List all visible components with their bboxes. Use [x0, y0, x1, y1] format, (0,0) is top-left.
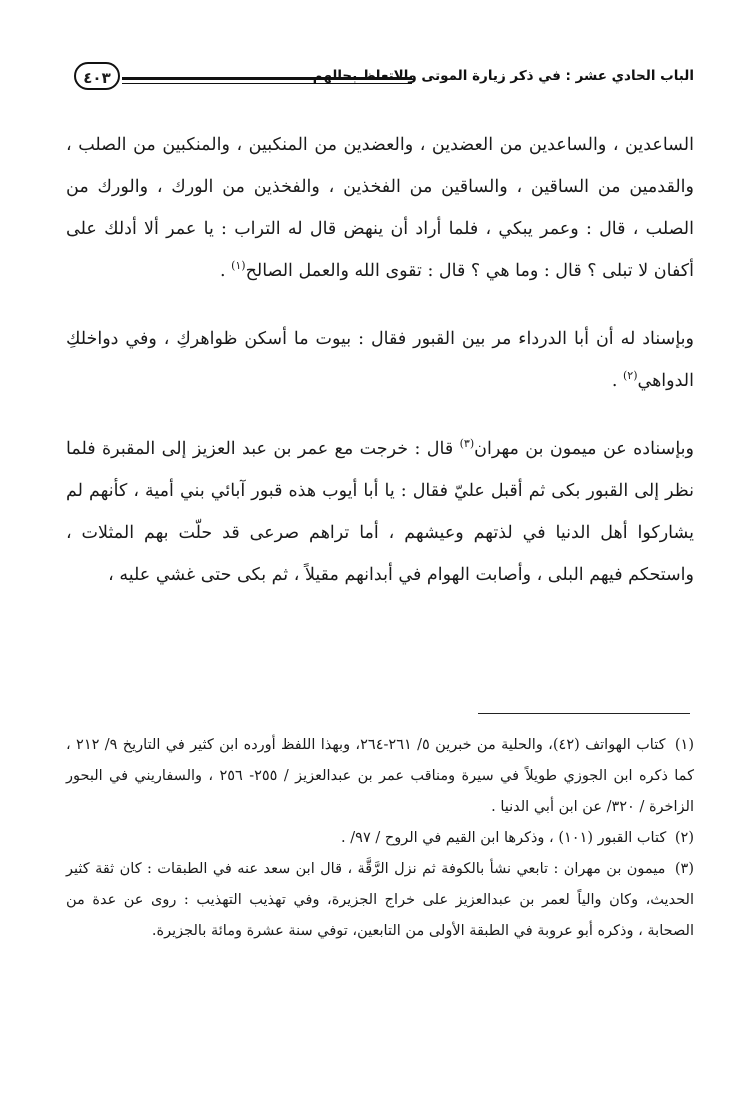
paragraph-3-after: قال : خرجت مع عمر بن عبد العزيز إلى المقبرة فلما نظر إلى القبور بكى ثم أقبل عليّ فقال : يا أبا أيوب هذه قبور آبائي بني أمية ، كأنهم لم يشاركوا أهل الدنيا في لذتهم وعيشهم ، أما تراهم صرعى قد حلّت بهم المثلات ، واستحكم فيهم البلى ، وأصابت الهوام في أبدانهم مقيلاً ، ثم بكى حتى غشي عليه ،: [66, 439, 694, 585]
paragraph-3: [66, 428, 694, 596]
footnote-3-text: ميمون بن مهران : تابعي نشأ بالكوفة ثم نزل الرَّقَّة ، قال ابن سعد عنه في الطبقات : كان ثقة كثير الحديث، وكان والياً لعمر بن عبدالعزيز على خراج الجزيرة، وفي تهذيب التهذيب : روى عن عدة من الصحابة ، وذكره أبو عروبة في الطبقة الأولى من التابعين، توفي سنة عشرة ومائة بالجزيرة.: [66, 861, 694, 939]
paragraph-2: [66, 318, 694, 402]
footnote-ref-2[interactable]: (٢): [622, 369, 638, 383]
page-number: ٤٠٣: [74, 62, 120, 90]
footnote-2: [66, 823, 694, 854]
footnote-1: [66, 730, 694, 823]
chapter-title: الباب الحادي عشر : في ذكر زيارة الموتى والاتعاظ بحالهم: [312, 68, 694, 84]
header-rule: [122, 77, 412, 80]
footnote-1-text: كتاب الهواتف (٤٢)، والحلية من خبرين ٥/ ٢٦١-٢٦٤، وبهذا اللفظ أورده ابن كثير في التاريخ ٩/ ٢١٢ ، كما ذكره ابن الجوزي طويلاً في سيرة ومناقب عمر بن عبدالعزيز / ٢٥٥- ٢٥٦ ، والسفاريني في البحور الزاخرة / ٣٢٠/ عن ابن أبي الدنيا .: [66, 737, 694, 815]
paragraph-3-before: وبإسناده عن ميمون بن مهران: [474, 439, 695, 459]
footnote-2-number: (٢): [674, 830, 694, 846]
paragraph-2-text: وبإسناد له أن أبا الدرداء مر بين القبور فقال : بيوت ما أسكن ظواهركِ ، وفي دواخلكِ الدواهي: [66, 329, 694, 391]
main-text: [66, 124, 694, 622]
footnote-1-number: (١): [674, 737, 695, 753]
footnote-3-number: (٣): [674, 861, 694, 877]
paragraph-1-tail: .: [219, 261, 232, 281]
footnote-separator: [478, 713, 690, 714]
running-header: [74, 60, 694, 100]
footnote-ref-3[interactable]: (٣): [459, 437, 475, 451]
footnote-ref-1[interactable]: (١): [231, 259, 246, 273]
header-rule-thin: [122, 83, 412, 84]
footnote-2-text: كتاب القبور (١٠١) ، وذكرها ابن القيم في الروح / ٩٧/ .: [341, 830, 667, 846]
footnote-3: [66, 854, 694, 947]
paragraph-1-text: الساعدين ، والساعدين من العضدين ، والعضدين من المنكبين ، والمنكبين من الصلب ، والقدمين من الساقين ، والساقين من الفخذين ، والفخذين من الورك ، والورك من الصلب ، قال : وعمر يبكي ، فلما أراد أن ينهض قال له التراب : يا عمر ألا أدلك على أكفان لا تبلى ؟ قال : وما هي ؟ قال : تقوى الله والعمل الصالح: [66, 135, 694, 281]
paragraph-1: [66, 124, 694, 292]
paragraph-2-tail: .: [611, 371, 623, 391]
footnotes: [66, 730, 694, 947]
